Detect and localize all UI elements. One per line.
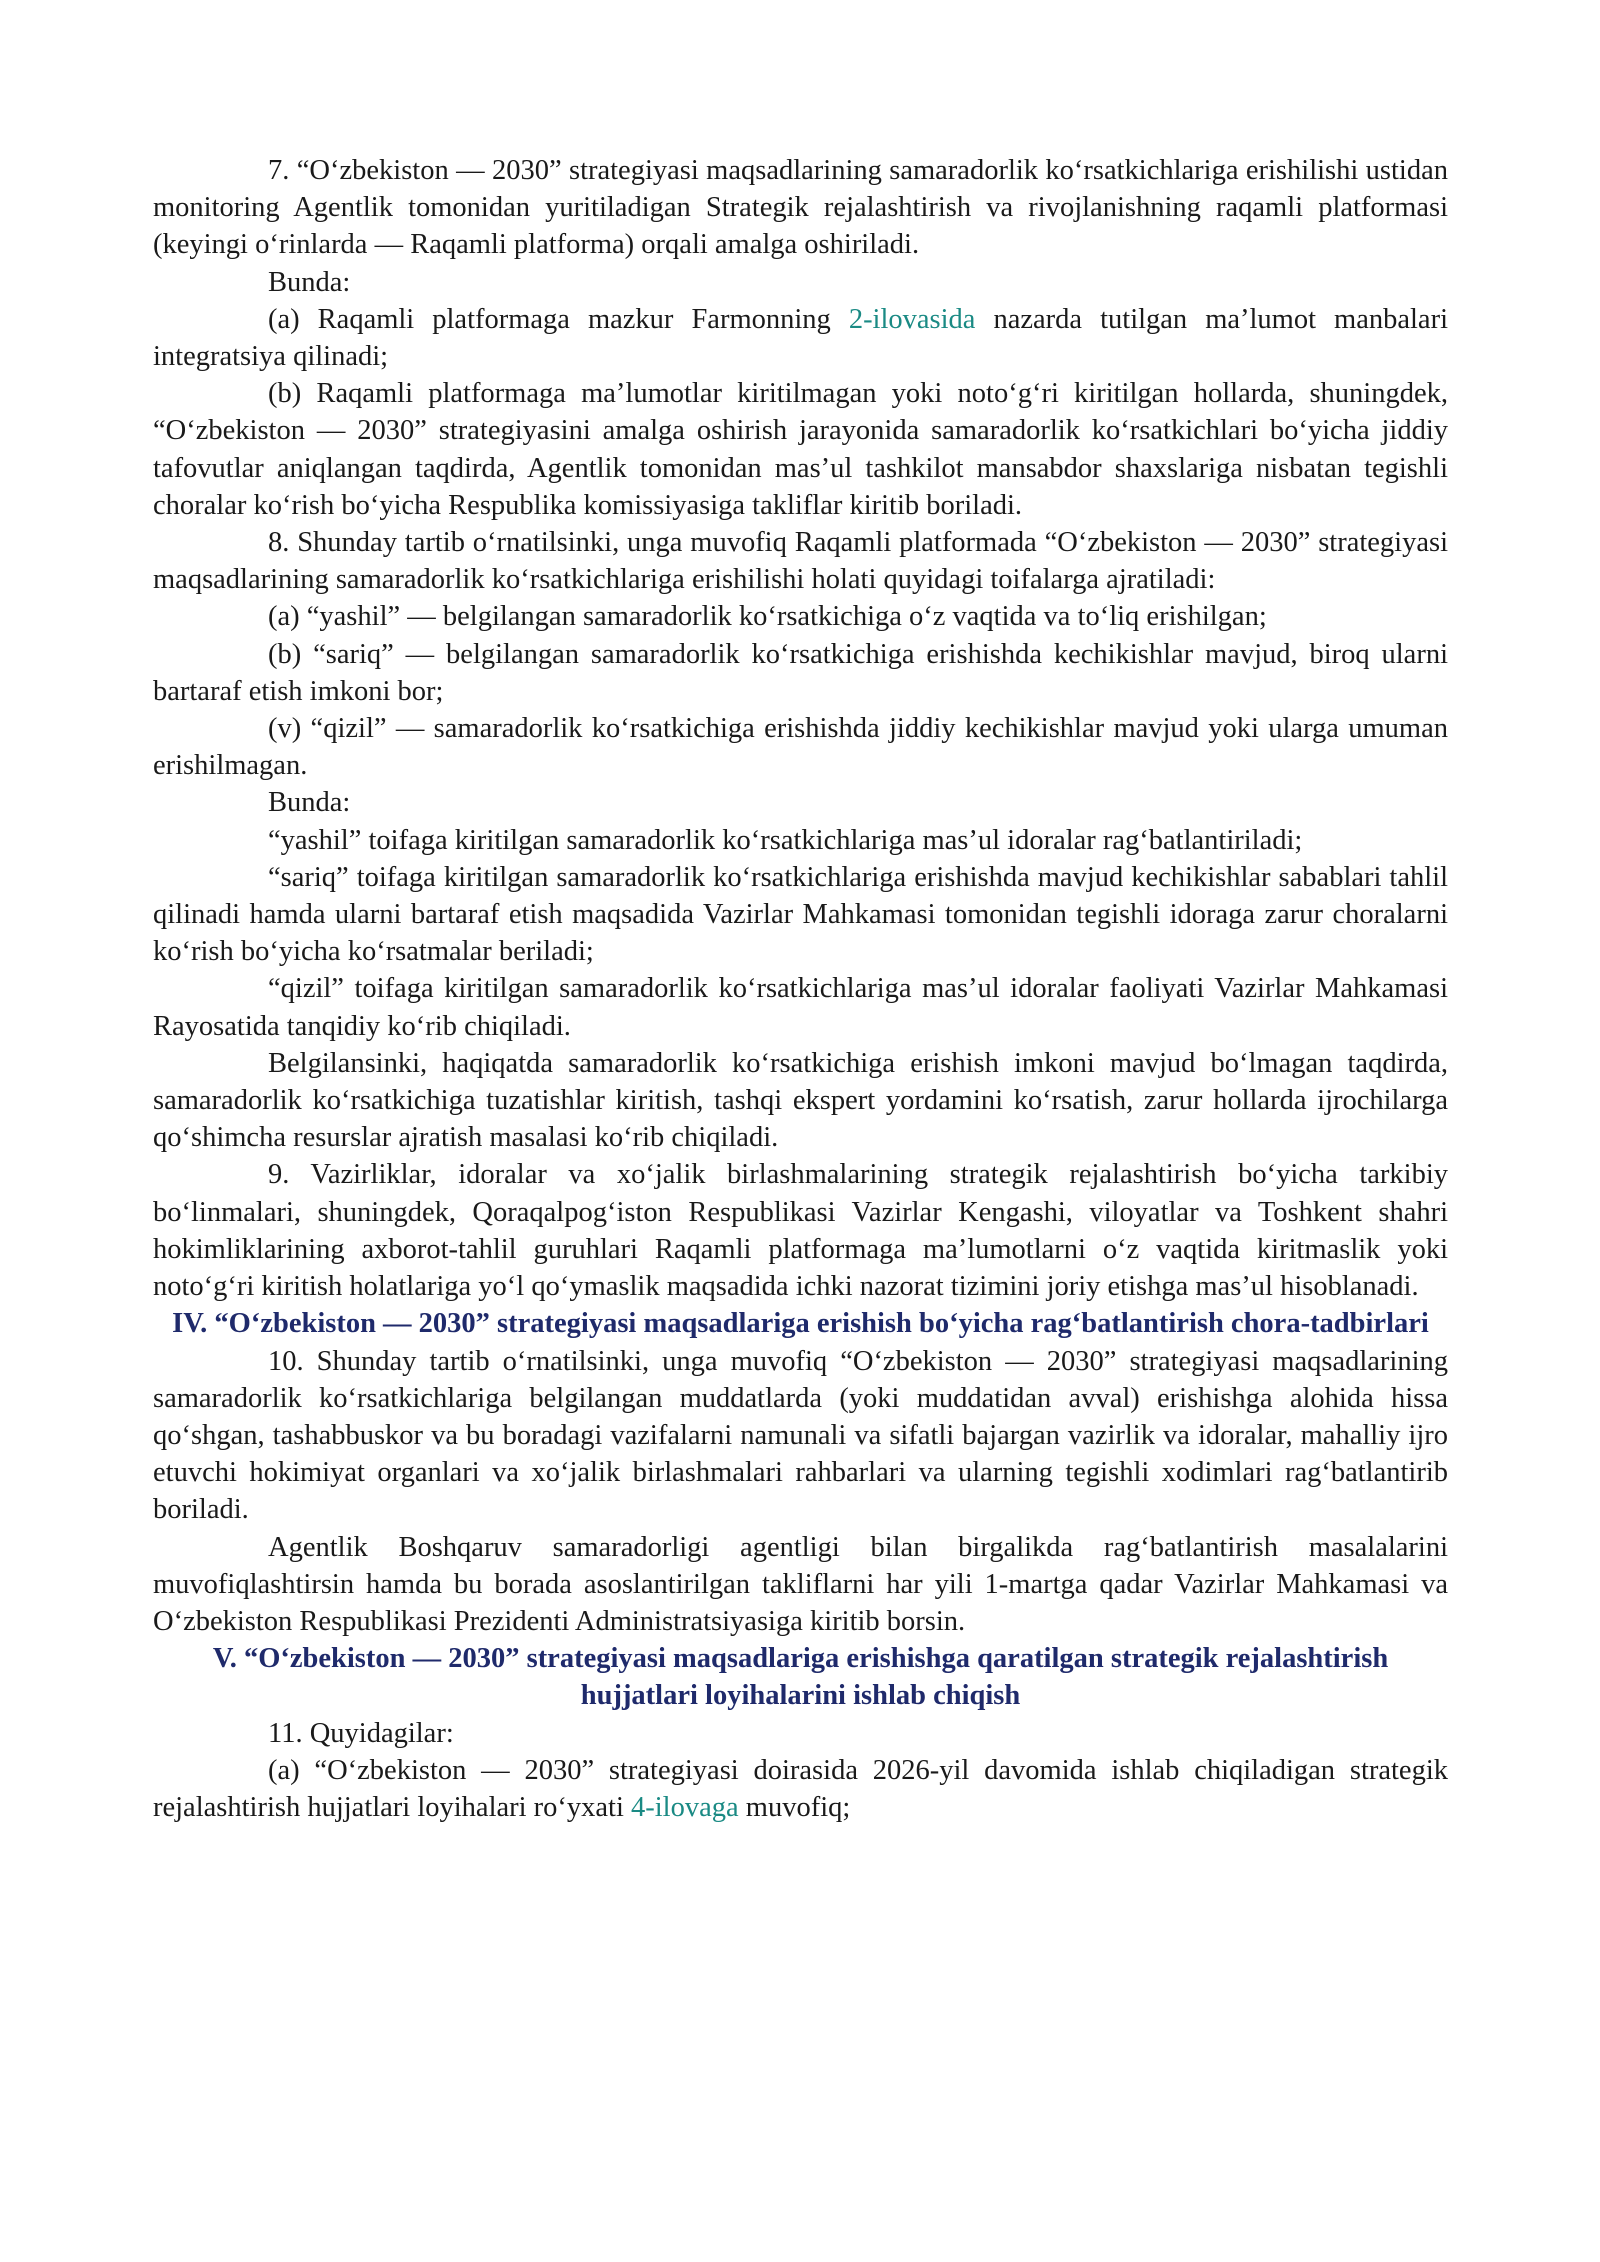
paragraph-green: “yashil” toifaga kiritilgan samaradorlik ko‘rsatkichlariga mas’ul idoralar rag‘batlantiriladi; — [268, 824, 1303, 856]
paragraph-8: 8. Shunday tartib o‘rnatilsinki, unga muvofiq Raqamli platformada “O‘zbekiston — 2030” strategiyasi maqsadlarining samaradorlik ko‘rsatkichlariga erishilishi holati quyidagi toifalarga ajratiladi: — [153, 527, 1448, 596]
paragraph-bunda-1: Bunda: — [268, 266, 351, 298]
paragraph-7: 7. “O‘zbekiston — 2030” strategiyasi maqsadlarining samaradorlik ko‘rsatkichlariga erishilishi ustidan monitoring Agentlik tomonidan yuritiladigan Strategik rejalashtirish va rivojlanishning raqamli platformasi (keyingi o‘rinlarda — Raqamli platforma) orqali amalga oshiriladi. — [153, 155, 1448, 261]
annex-4-link[interactable]: 4-ilovaga — [631, 1791, 739, 1823]
paragraph-11a: (a) “O‘zbekiston — 2030” strategiyasi doirasida 2026-yil davomida ishlab chiqiladigan strategik rejalashtirish hujjatlari loyihalari ro‘yxati 4-ilovaga muvofiq; — [153, 1754, 1448, 1823]
paragraph-7a: (a) Raqamli platformaga mazkur Farmonning 2-ilovasida nazarda tutilgan ma’lumot manbalari integratsiya qilinadi; — [153, 303, 1448, 373]
paragraph-8a: (a) “yashil” — belgilangan samaradorlik ko‘rsatkichiga o‘z vaqtida va to‘liq erishilgan; — [268, 601, 1267, 633]
section-heading-v: V. “O‘zbekiston — 2030” strategiyasi maqsadlariga erishishga qaratilgan strategik rejalashtirish hujjatlari loyihalarini ishlab chiqish — [212, 1643, 1389, 1712]
paragraph-10: 10. Shunday tartib o‘rnatilsinki, unga muvofiq “O‘zbekiston — 2030” strategiyasi maqsadlarining samaradorlik ko‘rsatkichlariga belgilangan muddatlarda (yoki muddatidan avval) erishishga alohida hissa qo‘shgan, tashabbuskor va bu boradagi vazifalarni namunali va sifatli bajargan vazirlik va idoralar, mahalliy ijro etuvchi hokimiyat organlari va xo‘jalik birlashmalari rahbarlari va ularning tegishli xodimlari rag‘batlantirib boriladi. — [153, 1345, 1448, 1526]
paragraph-8b: (b) “sariq” — belgilangan samaradorlik ko‘rsatkichiga erishishda kechikishlar mavjud, biroq ularni bartaraf etish imkoni bor; — [153, 638, 1448, 707]
paragraph-11: 11. Quyidagilar: — [268, 1717, 454, 1749]
paragraph-7b: (b) Raqamli platformaga ma’lumotlar kiritilmagan yoki noto‘g‘ri kiritilgan hollarda, shuningdek, “O‘zbekiston — 2030” strategiyasini amalga oshirish jarayonida samaradorlik ko‘rsatkichlari bo‘yicha jiddiy tafovutlar aniqlangan taqdirda, Agentlik tomonidan mas’ul tashkilot mansabdor shaxslariga nisbatan tegishli choralar ko‘rish bo‘yicha Respublika komissiyasiga takliflar kiritib boriladi. — [153, 378, 1448, 521]
paragraph-agentlik: Agentlik Boshqaruv samaradorligi agentligi bilan birgalikda rag‘batlantirish masalalarini muvofiqlashtirsin hamda bu borada asoslantirilgan takliflarni har yili 1-martga qadar Vazirlar Mahkamasi va O‘zbekiston Respublikasi Prezidenti Administratsiyasiga kiritib borsin. — [153, 1531, 1448, 1637]
paragraph-bunda-2: Bunda: — [268, 787, 351, 819]
paragraph-9: 9. Vazirliklar, idoralar va xo‘jalik birlashmalarining strategik rejalashtirish bo‘yicha tarkibiy bo‘linmalari, shuningdek, Qoraqalpog‘iston Respublikasi Vazirlar Kengashi, viloyatlar va Toshkent shahri hokimliklarining axborot-tahlil guruhlari Raqamli platformaga ma’lumotlarni o‘z vaqtida kiritmaslik yoki noto‘g‘ri kiritish holatlariga yo‘l qo‘ymaslik maqsadida ichki nazorat tizimini joriy etishga mas’ul hisoblanadi. — [153, 1159, 1448, 1303]
paragraph-8v: (v) “qizil” — samaradorlik ko‘rsatkichiga erishishda jiddiy kechikishlar mavjud yoki ularga umuman erishilmagan. — [153, 713, 1448, 782]
paragraph-yellow: “sariq” toifaga kiritilgan samaradorlik ko‘rsatkichlariga erishishda mavjud kechikishlar sabablari tahlil qilinadi hamda ularni bartaraf etish maqsadida Vazirlar Mahkamasi tomonidan tegishli idoraga zarur choralarni ko‘rish bo‘yicha ko‘rsatmalar beriladi; — [153, 861, 1448, 968]
section-heading-iv: IV. “O‘zbekiston — 2030” strategiyasi maqsadlariga erishish bo‘yicha rag‘batlantirish chora-tadbirlari — [172, 1308, 1429, 1340]
annex-2-link[interactable]: 2-ilovasida — [848, 303, 976, 335]
document-page — [153, 152, 1448, 1826]
paragraph-red: “qizil” toifaga kiritilgan samaradorlik ko‘rsatkichlariga mas’ul idoralar faoliyati Vazirlar Mahkamasi Rayosatida tanqidiy ko‘rib chiqiladi. — [153, 973, 1448, 1042]
paragraph-belgilansinki: Belgilansinki, haqiqatda samaradorlik ko‘rsatkichiga erishish imkoni mavjud bo‘lmagan taqdirda, samaradorlik ko‘rsatkichiga tuzatishlar kiritish, tashqi ekspert yordamini ko‘rsatish, zarur hollarda ijrochilarga qo‘shimcha resurslar ajratish masalasi ko‘rib chiqiladi. — [153, 1047, 1448, 1154]
